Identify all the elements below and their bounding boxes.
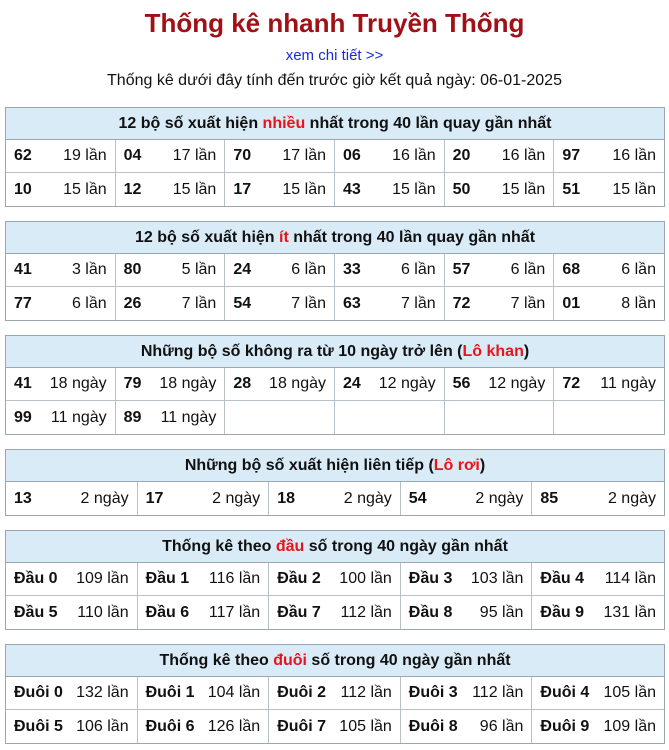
cell-number: 50 [452, 180, 471, 198]
least-frequent-cell [116, 287, 226, 320]
least-frequent-cell [225, 287, 335, 320]
cell-number: 18 [277, 489, 295, 507]
lo-khan-cell [225, 368, 335, 401]
dau-cell [269, 563, 401, 596]
dau-cell [401, 596, 533, 629]
cell-count: 17 lần [172, 147, 217, 164]
lo-khan-panel [5, 335, 665, 435]
cell-count: 2 ngày [80, 489, 129, 507]
cell-number: Đầu 1 [145, 570, 190, 587]
heading-text: số trong 40 ngày gần nhất [304, 538, 508, 555]
heading-text: ) [523, 343, 530, 360]
cell-number: 10 [14, 180, 32, 198]
lo-khan-cell [116, 368, 226, 401]
lo-roi-cell [269, 482, 401, 515]
duoi-cell [269, 677, 401, 710]
lo-khan-cell [6, 401, 116, 434]
cell-count: 109 lần [603, 717, 656, 735]
cell-number: 89 [123, 408, 142, 426]
duoi-grid [6, 677, 664, 743]
cell-count: 16 lần [392, 147, 436, 164]
least-frequent-cell [6, 254, 116, 287]
cell-number: 63 [342, 294, 361, 312]
heading-text: nhất trong 40 lần quay gần nhất [288, 229, 536, 246]
page-subtitle: Thống kê dưới đây tính đến trước giờ kết quả ngày: 06-01-2025 [107, 72, 562, 89]
cell-number: 72 [452, 294, 471, 312]
cell-count: 100 lần [339, 570, 392, 587]
cell-number: 04 [123, 147, 142, 164]
cell-number: Đuôi 6 [145, 717, 195, 735]
cell-number: Đầu 8 [408, 603, 453, 621]
cell-number: Đuôi 1 [145, 684, 195, 701]
lo-roi-heading [6, 450, 664, 482]
duoi-heading [6, 645, 664, 677]
cell-count: 11 ngày [160, 408, 217, 426]
cell-count: 131 lần [603, 603, 656, 621]
cell-count: 117 lần [208, 603, 261, 621]
least-frequent-panel [5, 221, 665, 321]
most-frequent-heading [6, 108, 664, 140]
cell-count: 15 lần [63, 180, 107, 198]
cell-number: Đầu 6 [145, 603, 190, 621]
most-frequent-cell [554, 140, 664, 173]
cell-count: 2 ngày [607, 489, 656, 507]
cell-number: Đuôi 2 [277, 684, 327, 701]
lo-khan-cell [445, 401, 555, 434]
cell-count: 19 lần [63, 147, 107, 164]
cell-count: 105 lần [603, 684, 656, 701]
dau-heading [6, 531, 664, 563]
cell-count: 7 lần [400, 294, 436, 312]
most-frequent-cell [335, 140, 445, 173]
cell-number: Đuôi 4 [540, 684, 590, 701]
cell-count: 7 lần [181, 294, 217, 312]
cell-number: Đầu 9 [540, 603, 584, 621]
cell-count: 15 lần [501, 180, 546, 198]
dau-cell [532, 563, 664, 596]
cell-number: Đuôi 3 [408, 684, 458, 701]
heading-highlight: Lô rơi [433, 457, 480, 474]
cell-count: 6 lần [621, 261, 656, 278]
lo-khan-cell [6, 368, 116, 401]
cell-number: Đuôi 7 [277, 717, 327, 735]
cell-count: 15 lần [282, 180, 326, 198]
cell-count: 104 lần [207, 684, 261, 701]
lo-khan-cell [335, 401, 445, 434]
dau-cell [6, 596, 138, 629]
lo-khan-cell [554, 368, 664, 401]
see-details-link[interactable]: xem chi tiết >> [285, 47, 384, 64]
dau-grid [6, 563, 664, 629]
cell-count: 2 ngày [212, 489, 261, 507]
cell-count: 15 lần [392, 180, 436, 198]
cell-count: 12 ngày [378, 375, 436, 392]
cell-count: 126 lần [207, 717, 261, 735]
heading-text: Những bộ số không ra từ 10 ngày trở lên ( [140, 343, 463, 360]
least-frequent-cell [445, 287, 555, 320]
least-frequent-grid [6, 254, 664, 320]
cell-count: 18 ngày [269, 375, 326, 392]
cell-count: 109 lần [76, 570, 129, 587]
most-frequent-cell [554, 173, 664, 206]
cell-count: 6 lần [510, 261, 546, 278]
cell-number: 41 [14, 375, 32, 392]
cell-count: 7 lần [510, 294, 546, 312]
duoi-cell [532, 710, 664, 743]
heading-highlight: Lô khan [462, 343, 524, 360]
cell-count: 6 lần [71, 294, 107, 312]
dau-cell [401, 563, 533, 596]
cell-count: 15 lần [612, 180, 656, 198]
cell-number: 85 [540, 489, 559, 507]
least-frequent-heading [6, 222, 664, 254]
most-frequent-cell [6, 140, 116, 173]
cell-count: 7 lần [291, 294, 326, 312]
heading-text: Những bộ số xuất hiện liên tiếp ( [184, 457, 434, 474]
cell-number: 70 [233, 147, 252, 164]
cell-number: 41 [14, 261, 32, 278]
least-frequent-cell [554, 254, 664, 287]
most-frequent-cell [335, 173, 445, 206]
cell-count: 5 lần [181, 261, 217, 278]
cell-number: 01 [562, 294, 581, 312]
lo-khan-cell [225, 401, 335, 434]
least-frequent-cell [335, 254, 445, 287]
duoi-cell [138, 710, 270, 743]
lo-roi-cell [6, 482, 138, 515]
cell-number: 06 [342, 147, 361, 164]
cell-number: 54 [408, 489, 427, 507]
cell-number: 77 [14, 294, 32, 312]
most-frequent-cell [116, 173, 226, 206]
lo-khan-cell [445, 368, 555, 401]
cell-number: 72 [562, 375, 581, 392]
dau-cell [532, 596, 664, 629]
heading-text: số trong 40 ngày gần nhất [306, 652, 511, 669]
cell-number: 17 [233, 180, 252, 198]
least-frequent-cell [225, 254, 335, 287]
dau-panel [5, 530, 665, 630]
cell-number: 99 [14, 408, 32, 426]
cell-number: 26 [123, 294, 142, 312]
cell-number: 80 [123, 261, 142, 278]
heading-text: 12 bộ số xuất hiện [118, 115, 263, 132]
cell-count: 15 lần [172, 180, 217, 198]
most-frequent-cell [6, 173, 116, 206]
cell-number: Đầu 3 [408, 570, 453, 587]
page-title: Thống kê nhanh Truyền Thống [144, 8, 525, 38]
heading-highlight: đầu [275, 538, 305, 555]
cell-number: 51 [562, 180, 581, 198]
cell-count: 95 lần [479, 603, 524, 621]
lo-roi-panel [5, 449, 665, 516]
cell-number: 13 [14, 489, 32, 507]
cell-count: 16 lần [612, 147, 656, 164]
cell-number: Đầu 7 [277, 603, 321, 621]
cell-number: 57 [452, 261, 471, 278]
lo-roi-cell [401, 482, 533, 515]
lo-roi-cell [532, 482, 664, 515]
lo-khan-grid [6, 368, 664, 434]
lo-khan-cell [554, 401, 664, 434]
cell-count: 11 ngày [600, 375, 656, 392]
duoi-cell [401, 677, 533, 710]
least-frequent-cell [554, 287, 664, 320]
cell-number: Đầu 0 [14, 570, 58, 587]
dau-cell [269, 596, 401, 629]
most-frequent-grid [6, 140, 664, 206]
cell-count: 116 lần [208, 570, 261, 587]
cell-count: 11 ngày [50, 408, 107, 426]
most-frequent-cell [225, 173, 335, 206]
most-frequent-panel [5, 107, 665, 207]
cell-count: 105 lần [339, 717, 392, 735]
least-frequent-cell [116, 254, 226, 287]
cell-number: 20 [452, 147, 471, 164]
cell-number: 17 [145, 489, 164, 507]
cell-count: 112 lần [472, 684, 524, 701]
lo-roi-grid [6, 482, 664, 515]
heading-text: Thống kê theo [162, 538, 276, 555]
duoi-cell [532, 677, 664, 710]
lo-khan-heading [6, 336, 664, 368]
cell-number: 79 [123, 375, 142, 392]
heading-highlight: đuôi [273, 652, 307, 669]
most-frequent-cell [225, 140, 335, 173]
dau-cell [6, 563, 138, 596]
dau-cell [138, 596, 270, 629]
most-frequent-cell [445, 140, 555, 173]
cell-count: 18 ngày [159, 375, 217, 392]
duoi-cell [269, 710, 401, 743]
cell-number: 33 [342, 261, 361, 278]
cell-number: 62 [14, 147, 32, 164]
most-frequent-cell [116, 140, 226, 173]
cell-number: 56 [452, 375, 471, 392]
cell-number: 12 [123, 180, 142, 198]
cell-count: 8 lần [621, 294, 656, 312]
cell-number: 28 [233, 375, 252, 392]
duoi-cell [6, 710, 138, 743]
duoi-panel [5, 644, 665, 744]
heading-text: ) [479, 457, 486, 474]
cell-count: 6 lần [291, 261, 326, 278]
heading-text: 12 bộ số xuất hiện [134, 229, 279, 246]
lo-roi-cell [138, 482, 270, 515]
lo-khan-cell [116, 401, 226, 434]
least-frequent-cell [6, 287, 116, 320]
dau-cell [138, 563, 270, 596]
duoi-cell [138, 677, 270, 710]
cell-count: 132 lần [76, 684, 129, 701]
cell-number: 24 [233, 261, 252, 278]
most-frequent-cell [445, 173, 555, 206]
cell-number: Đuôi 5 [14, 717, 63, 735]
heading-highlight: nhiều [262, 115, 306, 132]
heading-highlight: ít [279, 229, 289, 246]
cell-count: 96 lần [479, 717, 524, 735]
cell-count: 114 lần [604, 570, 656, 587]
cell-number: 24 [342, 375, 361, 392]
duoi-cell [401, 710, 533, 743]
least-frequent-cell [445, 254, 555, 287]
cell-number: Đầu 2 [277, 570, 321, 587]
cell-count: 2 ngày [343, 489, 392, 507]
cell-count: 112 lần [340, 603, 392, 621]
cell-number: Đầu 5 [14, 603, 58, 621]
heading-text: nhất trong 40 lần quay gần nhất [305, 115, 552, 132]
cell-count: 3 lần [71, 261, 107, 278]
cell-count: 12 ngày [488, 375, 546, 392]
cell-count: 103 lần [470, 570, 524, 587]
cell-number: 68 [562, 261, 581, 278]
cell-count: 18 ngày [49, 375, 107, 392]
duoi-cell [6, 677, 138, 710]
cell-count: 17 lần [282, 147, 326, 164]
cell-number: 43 [342, 180, 361, 198]
cell-number: 97 [562, 147, 581, 164]
cell-number: Đuôi 9 [540, 717, 590, 735]
cell-number: 54 [233, 294, 252, 312]
heading-text: Thống kê theo [159, 652, 274, 669]
lo-khan-cell [335, 368, 445, 401]
cell-number: Đuôi 8 [408, 717, 458, 735]
cell-count: 16 lần [501, 147, 546, 164]
cell-count: 112 lần [340, 684, 392, 701]
cell-count: 2 ngày [475, 489, 524, 507]
cell-number: Đầu 4 [540, 570, 584, 587]
cell-number: Đuôi 0 [14, 684, 63, 701]
cell-count: 6 lần [400, 261, 436, 278]
cell-count: 106 lần [76, 717, 129, 735]
cell-count: 110 lần [77, 603, 129, 621]
least-frequent-cell [335, 287, 445, 320]
